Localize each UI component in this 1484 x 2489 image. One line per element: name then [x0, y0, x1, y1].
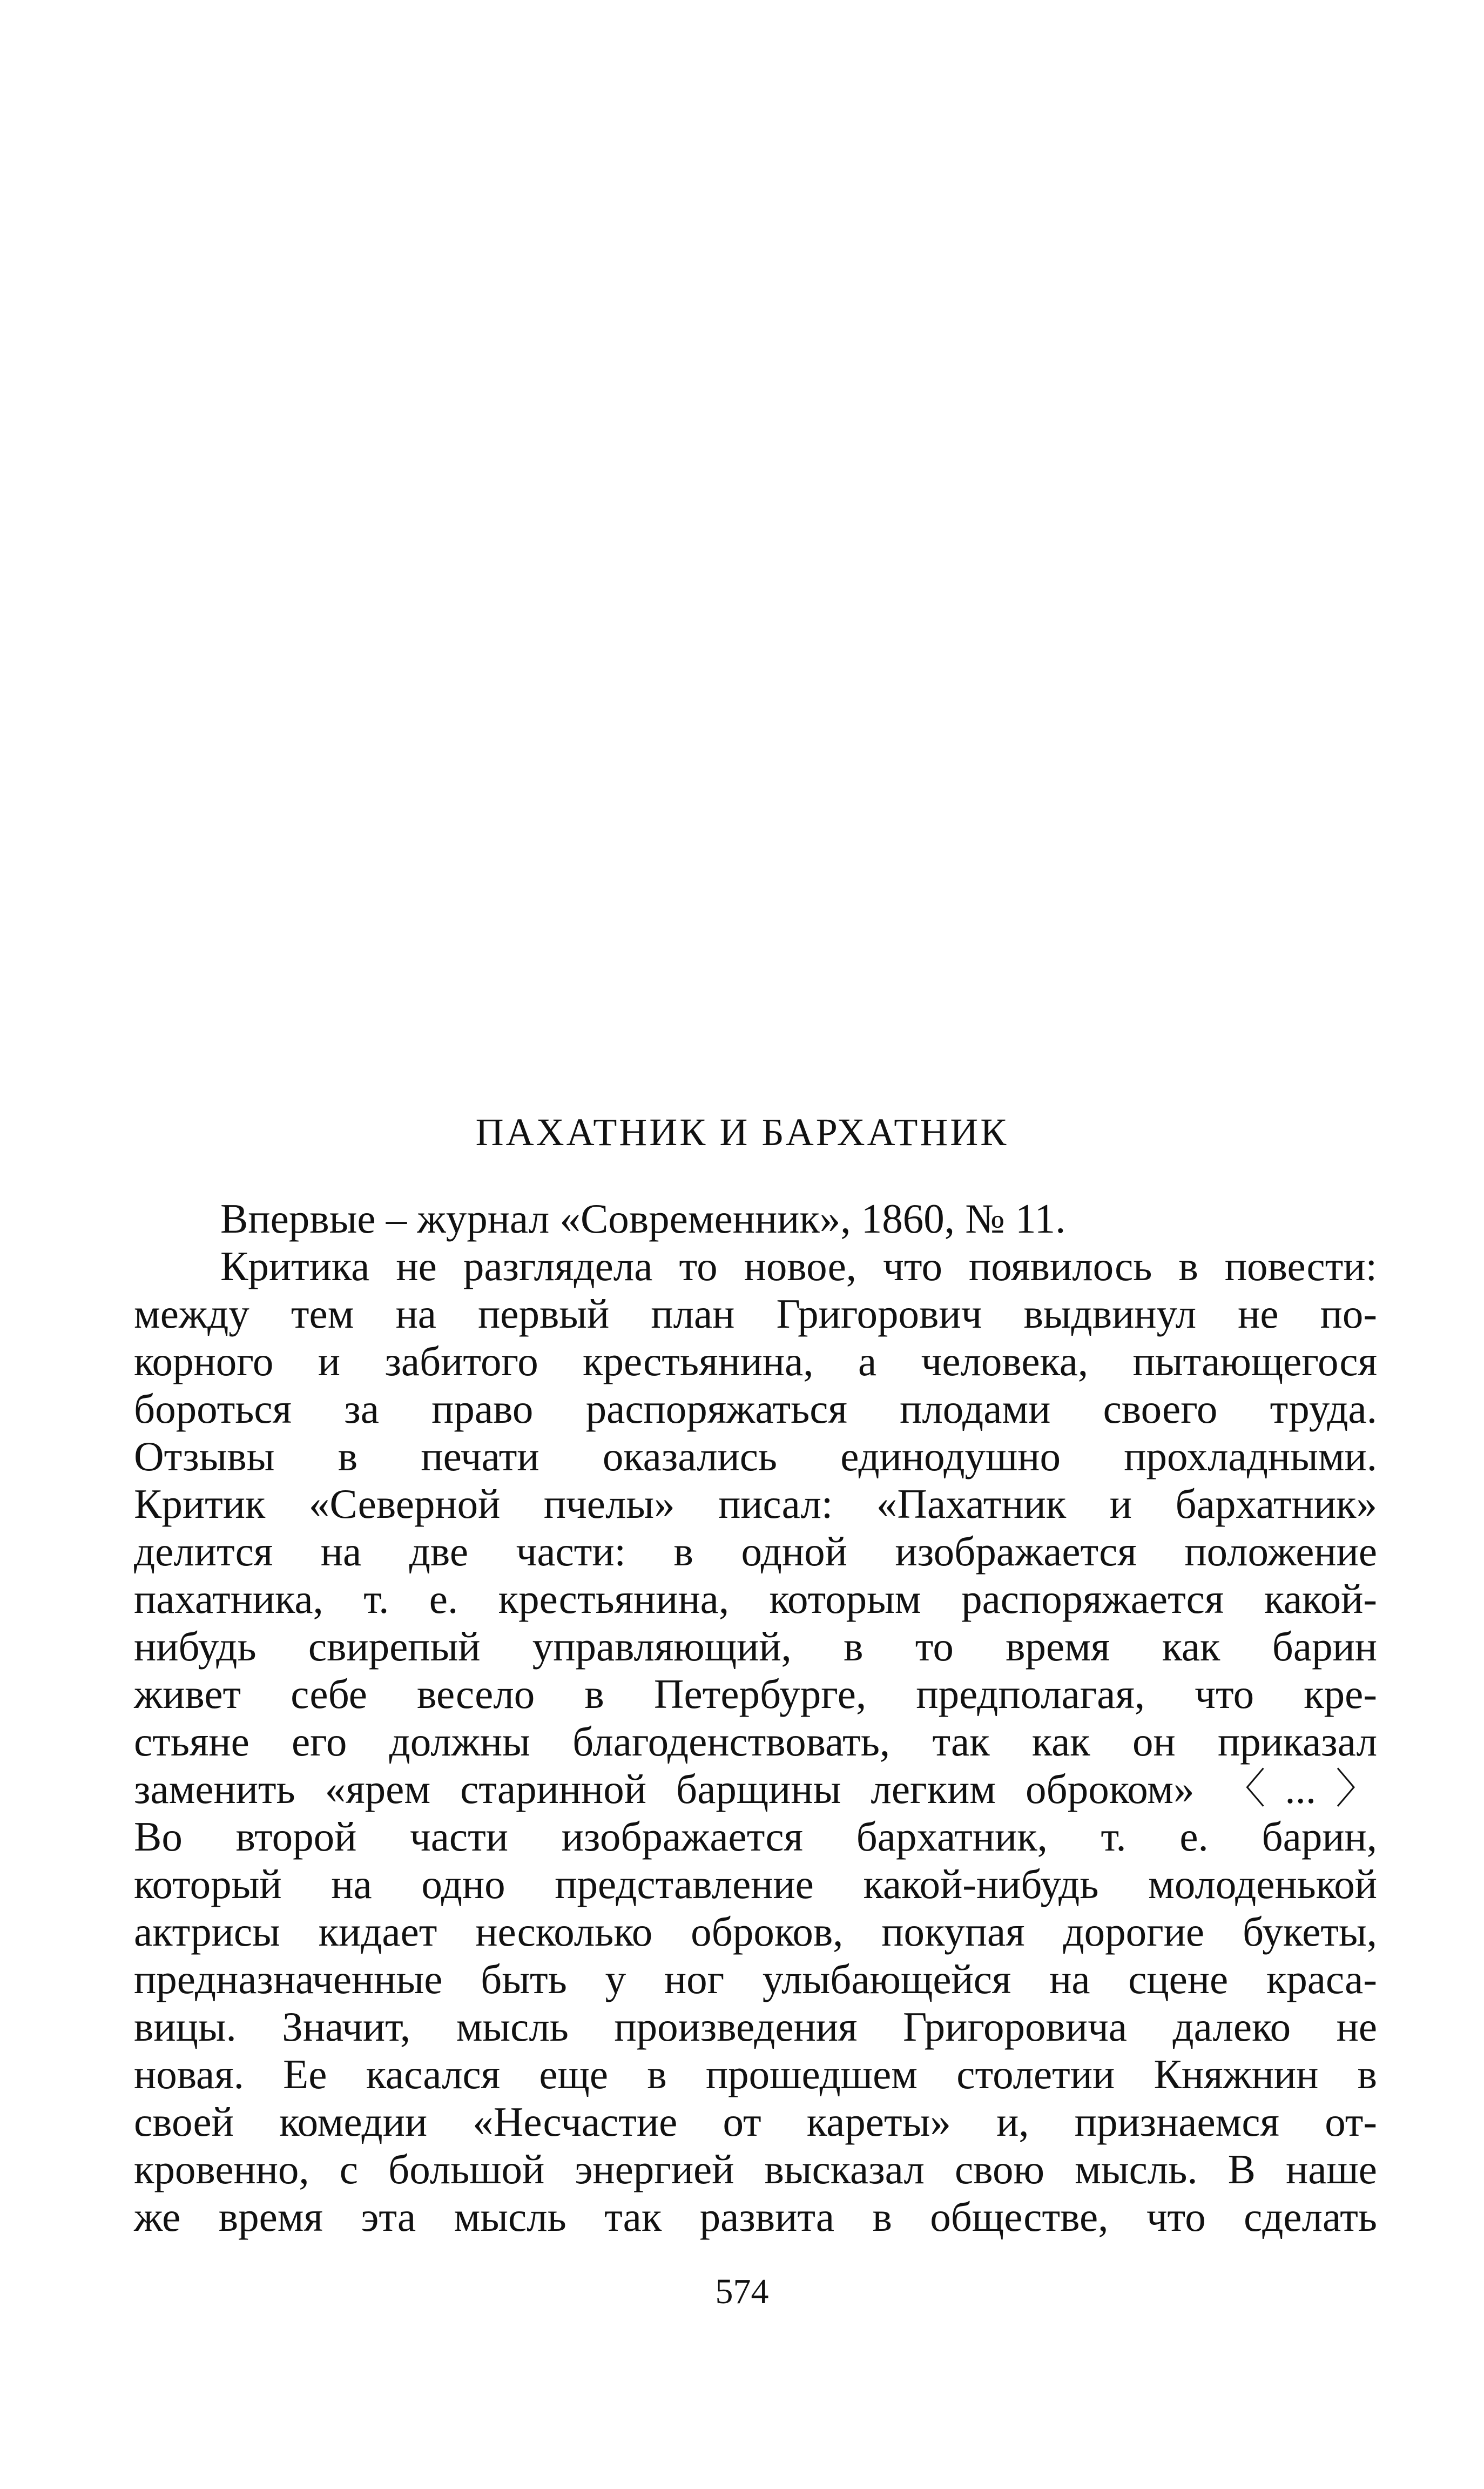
text-line: актрисы кидает несколько оброков, покупая дорогие букеты,: [134, 1908, 1377, 1955]
text-line: нибудь свирепый управляющий, в то время как барин: [134, 1623, 1377, 1670]
text-line: Критика не разглядела то новое, что появилось в повести:: [220, 1243, 1377, 1289]
text-line: пахатника, т. е. крестьянина, которым распоряжается какой-: [134, 1576, 1377, 1622]
commentary-paragraph: [134, 1242, 1377, 2241]
text-line: Критик «Северной пчелы» писал: «Пахатник и бархатник»: [134, 1481, 1377, 1527]
text-line: новая. Ее касался еще в прошедшем столетии Княжнин в: [134, 2051, 1377, 2097]
text-line: живет себе весело в Петербурге, предполагая, что кре-: [134, 1671, 1377, 1717]
text-line: который на одно представление какой-нибудь молоденькой: [134, 1861, 1377, 1907]
text-line: корного и забитого крестьянина, а человека, пытающегося: [134, 1338, 1377, 1384]
text-line: своей комедии «Несчастие от кареты» и, признаемся от-: [134, 2098, 1377, 2145]
text-line: стьяне его должны благоденствовать, так как он приказал: [134, 1718, 1377, 1765]
text-line: кровенно, с большой энергией высказал свою мысль. В наше: [134, 2146, 1377, 2192]
first-publication-line: Впервые – журнал «Современник», 1860, № 11.: [220, 1195, 1066, 1242]
text-line: Отзывы в печати оказались единодушно прохладными.: [134, 1433, 1377, 1479]
text-line: Во второй части изображается бархатник, т. е. барин,: [134, 1813, 1377, 1860]
body-text: [134, 1195, 1377, 2241]
text-line: заменить «ярем старинной барщины легким оброком» 〈...〉: [134, 1766, 1377, 1812]
text-line: же время эта мысль так развита в обществе, что сделать: [134, 2194, 1377, 2240]
text-line: предназначенные быть у ног улыбающейся на сцене краса-: [134, 1956, 1377, 2002]
text-line: делится на две части: в одной изображается положение: [134, 1528, 1377, 1575]
text-line: бороться за право распоряжаться плодами своего труда.: [134, 1385, 1377, 1432]
text-line: между тем на первый план Григорович выдвинул не по-: [134, 1290, 1377, 1337]
section-title: ПАХАТНИК И БАРХАТНИК: [475, 1111, 1009, 1154]
page-number: 574: [715, 2272, 769, 2311]
text-line: вицы. Значит, мысль произведения Григоровича далеко не: [134, 2003, 1377, 2050]
